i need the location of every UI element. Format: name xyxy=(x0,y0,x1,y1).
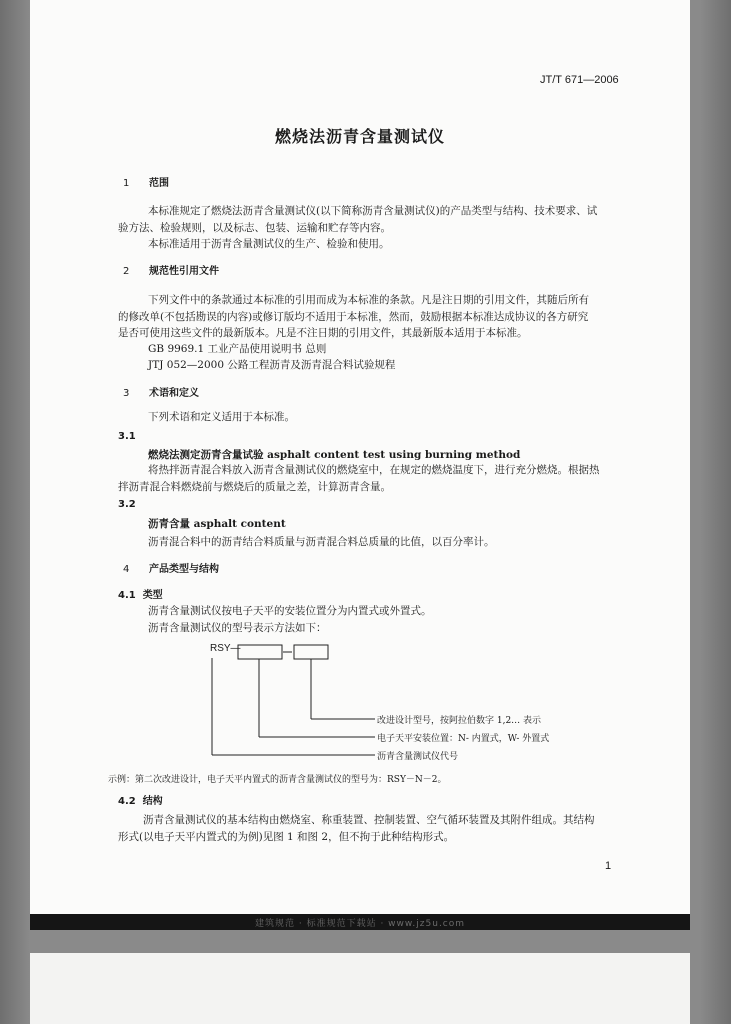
scan-bottom-band xyxy=(30,914,690,930)
section-1-para-1-line-1: 本标准规定了燃烧法沥青含量测试仪(以下简称沥青含量测试仪)的产品类型与结构、技术要求、试 xyxy=(148,205,598,217)
reference-gb9969: GB 9969.1 工业产品使用说明书 总则 xyxy=(148,343,327,355)
next-page-preview xyxy=(30,953,690,1024)
design-version-box xyxy=(294,645,328,659)
model-example: 示例：第二次改进设计，电子天平内置式的沥青含量测试仪的型号为：RSY－N－2。 xyxy=(108,775,447,785)
document-title: 燃烧法沥青含量测试仪 xyxy=(274,127,445,146)
standard-code: JT/T 671—2006 xyxy=(540,74,619,86)
section-2-para-line-2: 的修改单(不包括勘误的内容)或修订版均不适用于本标准，然而，鼓励根据本标准达成协议的各方研究 xyxy=(118,311,589,323)
section-4-2-heading: 4.2 结构 xyxy=(118,796,163,807)
term-3-1-name: 燃烧法测定沥青含量试验 asphalt content test using burning method xyxy=(148,449,521,461)
term-3-2-number: 3.2 xyxy=(118,499,136,510)
term-3-2-name: 沥青含量 asphalt content xyxy=(148,518,286,530)
reference-jtj052: JTJ 052—2000 公路工程沥青及沥青混合料试验规程 xyxy=(148,359,396,371)
watermark-text: 建筑规范 · 标准规范下载站 · www.jz5u.com xyxy=(255,919,466,929)
section-2-para-line-3: 是否可使用这些文件的最新版本。凡是不注日期的引用文件，其最新版本适用于本标准。 xyxy=(118,327,528,339)
section-2-heading: 2 规范性引用文件 xyxy=(123,266,219,277)
section-1-para-2: 本标准适用于沥青含量测试仪的生产、检验和使用。 xyxy=(148,238,390,250)
section-4-1-line-1: 沥青含量测试仪按电子天平的安装位置分为内置式或外置式。 xyxy=(148,605,432,617)
section-1-para-1-line-2: 验方法、检验规则，以及标志、包装、运输和贮存等内容。 xyxy=(118,222,391,234)
install-position-box xyxy=(238,645,282,659)
term-3-1-definition-line-1: 将热拌沥青混合料放入沥青含量测试仪的燃烧室中，在规定的燃烧温度下，进行充分燃烧。根据热 xyxy=(148,464,600,476)
section-4-heading: 4 产品类型与结构 xyxy=(123,564,219,575)
section-4-1-line-2: 沥青含量测试仪的型号表示方法如下： xyxy=(148,622,327,634)
page-number: 1 xyxy=(605,860,612,872)
diagram-label-version: 改进设计型号，按阿拉伯数字 1,2… 表示 xyxy=(377,716,542,726)
model-prefix: RSY— xyxy=(210,643,241,654)
term-3-1-definition-line-2: 拌沥青混合料燃烧前与燃烧后的质量之差，计算沥青含量。 xyxy=(118,481,391,493)
section-2-para-line-1: 下列文件中的条款通过本标准的引用而成为本标准的条款。凡是注日期的引用文件，其随后所有 xyxy=(148,294,589,306)
term-3-1-number: 3.1 xyxy=(118,431,136,442)
diagram-label-product-code: 沥青含量测试仪代号 xyxy=(377,752,459,762)
section-4-2-line-1: 沥青含量测试仪的基本结构由燃烧室、称重装置、控制装置、空气循环装置及其附件组成。其结构 xyxy=(143,814,595,826)
section-3-intro: 下列术语和定义适用于本标准。 xyxy=(148,411,295,423)
section-3-heading: 3 术语和定义 xyxy=(123,388,199,399)
diagram-label-install-position: 电子天平安装位置：N- 内置式，W- 外置式 xyxy=(377,734,550,744)
document-page xyxy=(30,0,690,930)
section-4-2-line-2: 形式(以电子天平内置式的为例)见图 1 和图 2，但不拘于此种结构形式。 xyxy=(118,831,455,843)
section-1-heading: 1 范围 xyxy=(123,178,169,189)
term-3-2-definition: 沥青混合料中的沥青结合料质量与沥青混合料总质量的比值，以百分率计。 xyxy=(148,536,495,548)
section-4-1-heading: 4.1 类型 xyxy=(118,590,163,601)
